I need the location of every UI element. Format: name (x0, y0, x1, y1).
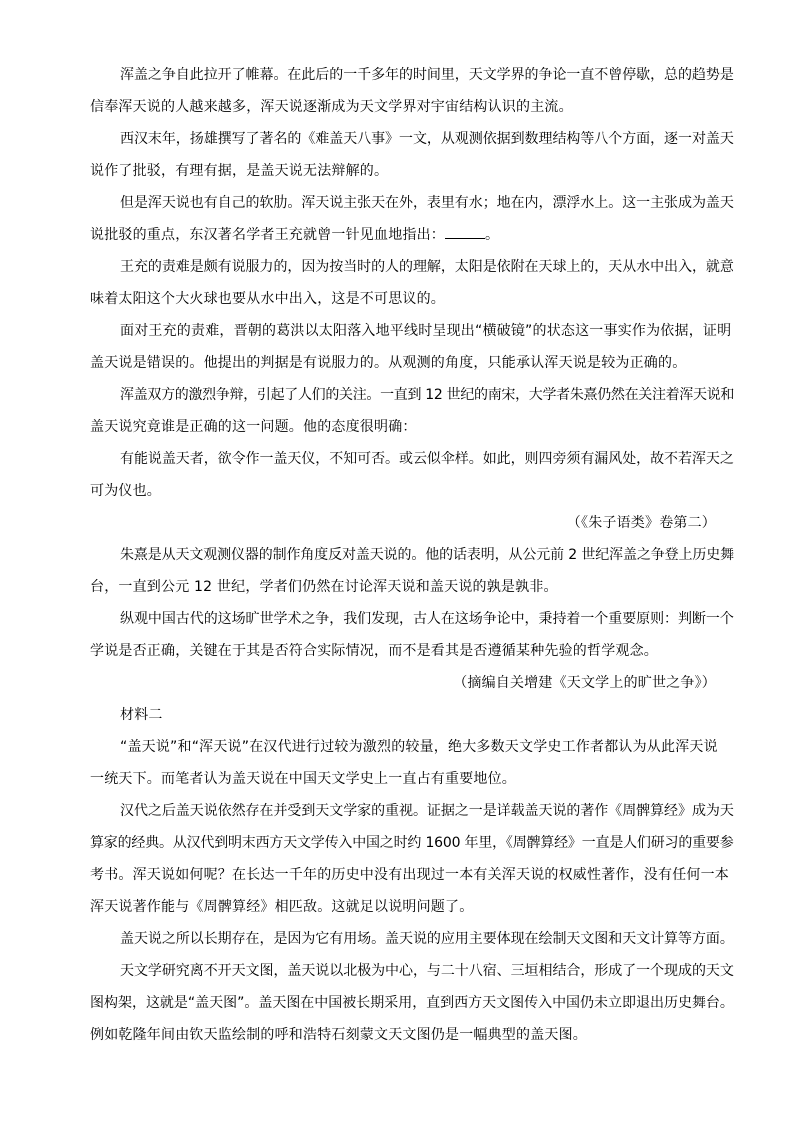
paragraph-5-line-2: 盖天说是错误的。他提出的判据是有说服力的。从观测的角度，只能承认浑天说是较为正确的。 (90, 355, 687, 371)
paragraph-7-line-1: 朱熹是从天文观测仪器的制作角度反对盖天说的。他的话表明，从公元前 2 世纪浑盖之争登上历史舞 (120, 547, 735, 563)
paragraph-6-line-2: 盖天说究竟谁是正确的这一问题。他的态度很明确： (90, 419, 417, 435)
material-2-paragraph-2-line-1: 汉代之后盖天说依然存在并受到天文学家的重视。证据之一是详载盖天说的著作《周髀算经》成为天 (120, 803, 734, 819)
material-2-paragraph-3: 盖天说之所以长期存在，是因为它有用场。盖天说的应用主要体现在绘制天文图和天文计算等方面。 (120, 931, 734, 947)
material-2-heading: 材料二 (120, 707, 163, 723)
material-2-paragraph-4-line-1: 天文学研究离不开天文图，盖天说以北极为中心，与二十八宿、三垣相结合，形成了一个现成的天文 (120, 963, 734, 979)
material-2-paragraph-4-line-2: 图构架，这就是“盖天图”。盖天图在中国被长期采用，直到西方天文图传入中国仍未立即退出历史舞台。 (90, 995, 734, 1011)
paragraph-6-line-1: 浑盖双方的激烈争辩，引起了人们的关注。一直到 12 世纪的南宋，大学者朱熹仍然在关注着浑天说和 (120, 387, 735, 403)
paragraph-2-line-2: 说作了批驳，有理有据，是盖天说无法辩解的。 (90, 163, 389, 179)
material-2-paragraph-2-line-4: 浑天说著作能与《周髀算经》相匹敌。这就足以说明问题了。 (90, 899, 474, 915)
material-2-paragraph-1-line-2: 一统天下。而笔者认为盖天说在中国天文学史上一直占有重要地位。 (90, 771, 516, 787)
paragraph-1-line-1: 浑盖之争自此拉开了帷幕。在此后的一千多年的时间里，天文学界的争论一直不曾停歇，总的趋势是 (120, 67, 734, 83)
paragraph-8-line-2: 学说是否正确，关键在于其是否符合实际情况，而不是看其是否遵循某种先验的哲学观念。 (90, 643, 658, 659)
paragraph-3-line-2-text: 说批驳的重点，东汉著名学者王充就曾一针见血地指出： (90, 227, 445, 243)
paragraph-8-line-1: 纵观中国古代的这场旷世学术之争，我们发现，古人在这场争论中，秉持着一个重要原则：判断一个 (120, 611, 734, 627)
material-2-paragraph-4-line-3: 例如乾隆年间由钦天监绘制的呼和浩特石刻蒙文天文图仍是一幅典型的盖天图。 (90, 1027, 587, 1043)
paragraph-2-line-1: 西汉末年，扬雄撰写了著名的《难盖天八事》一文，从观测依据到数理结构等八个方面，逐一对盖天 (120, 131, 734, 147)
paragraph-3-line-2 (90, 226, 499, 244)
material-1-source: （摘编自关增建《天文学上的旷世之争》） (453, 675, 716, 691)
material-2-paragraph-1-line-1: “盖天说”和“浑天说”在汉代进行过较为激烈的较量，绝大多数天文学史工作者都认为从此浑天说 (120, 739, 718, 755)
paragraph-4-line-1: 王充的责难是颇有说服力的，因为按当时的人的理解，太阳是依附在天球上的，天从水中出入，就意 (120, 259, 734, 275)
fill-in-blank (445, 226, 485, 239)
material-2-paragraph-2-line-3: 考书。浑天说如何呢？在长达一千年的历史中没有出现过一本有关浑天说的权威性著作，没有任何一本 (90, 867, 729, 883)
paragraph-5-line-1: 面对王充的责难，晋朝的葛洪以太阳落入地平线时呈现出“横破镜”的状态这一事实作为依据，证明 (120, 323, 732, 339)
paragraph-1-line-2: 信奉浑天说的人越来越多，浑天说逐渐成为天文学界对宇宙结构认识的主流。 (90, 99, 573, 115)
paragraph-4-line-2: 味着太阳这个大火球也要从水中出入，这是不可思议的。 (90, 291, 445, 307)
paragraph-3-line-2-end: 。 (485, 227, 500, 243)
paragraph-7-line-2: 台，一直到公元 12 世纪，学者们仍然在讨论浑天说和盖天说的孰是孰非。 (90, 579, 558, 595)
quote-line-2: 可为仪也。 (90, 483, 161, 499)
material-2-paragraph-2-line-2: 算家的经典。从汉代到明末西方天文学传入中国之时约 1600 年里，《周髀算经》一直是人们研习的重要参 (90, 835, 734, 851)
quote-source: （《朱子语类》卷第二） (566, 515, 716, 531)
quote-line-1: 有能说盖天者，欲令作一盖天仪，不知可否。或云似伞样。如此，则四旁须有漏风处，故不若浑天之 (120, 451, 734, 467)
paragraph-3-line-1: 但是浑天说也有自己的软肋。浑天说主张天在外，表里有水；地在内，漂浮水上。这一主张成为盖天 (120, 195, 734, 211)
